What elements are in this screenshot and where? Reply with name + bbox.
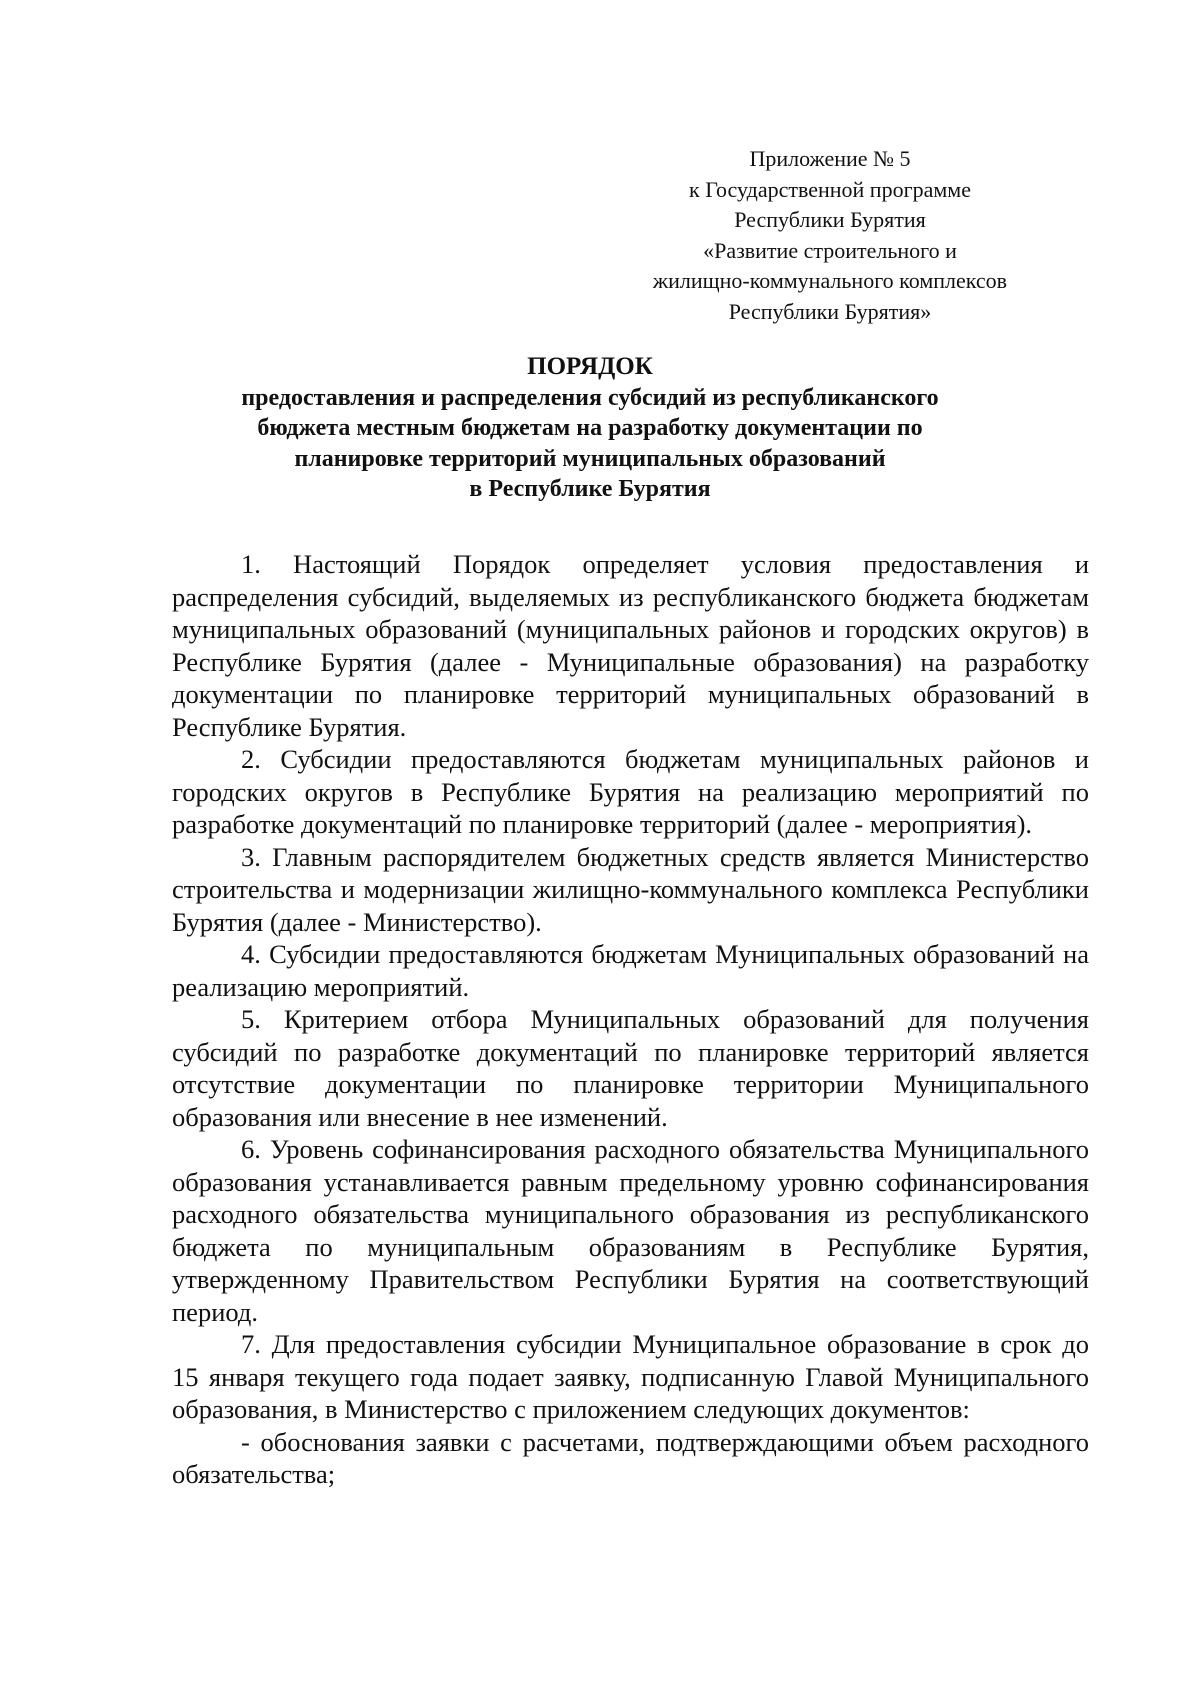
- appendix-line: к Государственной программе: [689, 176, 971, 202]
- title-line: планировке территорий муниципальных образований: [294, 445, 886, 472]
- appendix-line: «Развитие строительного и: [703, 237, 957, 263]
- appendix-line: Республики Бурятия»: [728, 298, 932, 324]
- title-line: предоставления и распределения субсидий из республиканского: [241, 384, 939, 411]
- title-heading: ПОРЯДОК: [527, 353, 653, 380]
- paragraph-1: 1. Настоящий Порядок определяет условия предоставления и распределения субсидий, выделяемых из республиканского бюджета бюджетам муниципальных образований (муниципальных районов и городских округов) в Республике Бурятия (далее - Муниципальные образования) на разработку документации по планировке территорий муниципальных образований в Республике Бурятия.: [172, 549, 1089, 742]
- title-line: в Республике Бурятия: [469, 476, 711, 502]
- title-line: бюджета местным бюджетам на разработку документации по: [257, 415, 923, 441]
- paragraph-3: 3. Главным распорядителем бюджетных средств является Министерство строительства и модернизации жилищно-коммунального комплекса Республики Бурятия (далее - Министерство).: [172, 841, 1089, 937]
- paragraph-2: 2. Субсидии предоставляются бюджетам муниципальных районов и городских округов в Республике Бурятия на реализацию мероприятий по разработке документаций по планировке территорий (далее - мероприятия).: [172, 744, 1089, 839]
- paragraph-7-item: - обоснования заявки с расчетами, подтверждающими объем расходного обязательства;: [172, 1426, 1089, 1489]
- appendix-line: Приложение № 5: [749, 146, 911, 171]
- appendix-line: Республики Бурятия: [734, 207, 926, 232]
- paragraph-6: 6. Уровень софинансирования расходного обязательства Муниципального образования устанавливается равным предельному уровню софинансирования расходного обязательства муниципального образования из республиканского бюджета по муниципальным образованиям в Республике Бурятия, утвержденному Правительством Республики Бурятия на соответствующий период.: [172, 1134, 1089, 1327]
- paragraph-7: 7. Для предоставления субсидии Муниципальное образование в срок до 15 января текущего года подает заявку, подписанную Главой Муниципального образования, в Министерство с приложением следующих документов:: [172, 1329, 1089, 1424]
- appendix-header: [640, 144, 1020, 327]
- paragraph-4: 4. Субсидии предоставляются бюджетам Муниципальных образований на реализацию мероприятий.: [172, 939, 1089, 1002]
- document-title: [140, 352, 1040, 505]
- document-body: [172, 548, 1089, 1491]
- paragraph-5: 5. Критерием отбора Муниципальных образований для получения субсидий по разработке документаций по планировке территорий является отсутствие документации по планировке территории Муниципального образования или внесение в нее изменений.: [172, 1004, 1089, 1132]
- appendix-line: жилищно-коммунального комплексов: [652, 268, 1008, 293]
